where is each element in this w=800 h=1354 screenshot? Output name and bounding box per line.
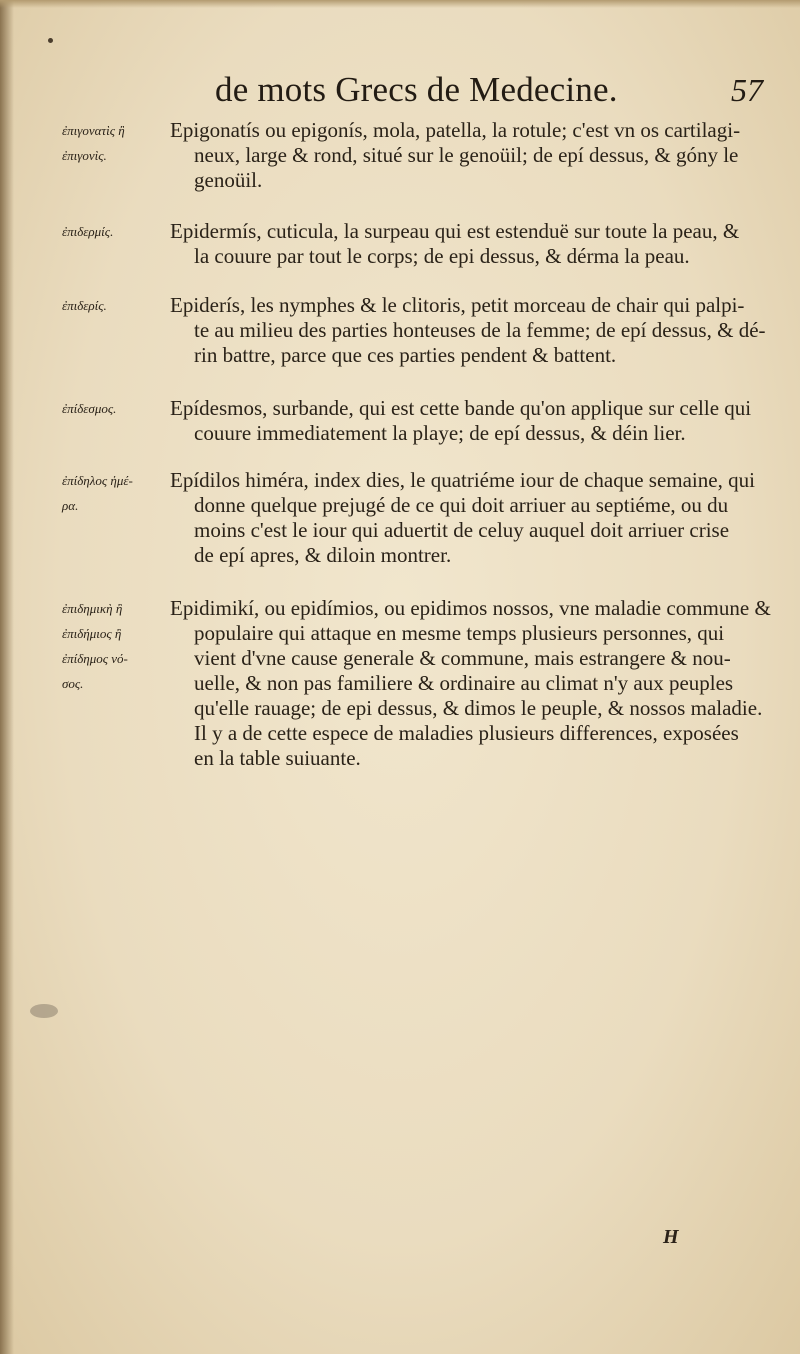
page-top-shadow: [0, 0, 800, 8]
entry-text: Epidimikí, ou epidímios, ou epidimos nossos, vne maladie commune & populaire qui attaque en mesme temps plusieurs personnes, qui vient d'vne cause generale & commune, mais estrangere & nou- uelle, & non pas familiere & ordinaire au climat n'y aux peuples qu'elle rauage; de epi dessus, & dimos le peuple, & nossos maladie. Il y a de cette espece de maladies plusieurs differences, exposées en la table suiuante.: [170, 596, 771, 770]
entry-text: Epiderís, les nymphes & le clitoris, petit morceau de chair qui palpi- te au milieu des parties honteuses de la femme; de epí dessus, & dé- rin battre, parce que ces parties pendent & battent.: [170, 293, 766, 367]
entry-text: Epigonatís ou epigonís, mola, patella, la rotule; c'est vn os cartilagi- neux, large & rond, situé sur le genoüil; de epí dessus, & góny le genoüil.: [170, 118, 741, 192]
greek-headword: ἐπίδηλος ἡμέ- ρα.: [62, 473, 133, 513]
page-edge-shadow: [0, 0, 14, 1354]
page-header: [215, 70, 775, 114]
greek-headword: ἐπιδερμίς.: [62, 224, 114, 239]
running-title: de mots Grecs de Medecine.: [215, 70, 618, 109]
greek-headword: ἐπίδεσμος.: [62, 401, 117, 416]
ink-smudge: [30, 1004, 58, 1018]
page-number: 57: [731, 72, 763, 108]
greek-headword: ἐπιγονατὶς ἢ ἐπιγονὶς.: [62, 123, 125, 163]
entry-text: Epidermís, cuticula, la surpeau qui est estenduë sur toute la peau, & la couure par tout le corps; de epi dessus, & dérma la peau.: [170, 219, 740, 268]
entry-text: Epídilos himéra, index dies, le quatriéme iour de chaque semaine, qui donne quelque prejugé de ce qui doit arriuer au septiéme, ou du moins c'est le iour qui aduertit de celuy auquel doit arriuer crise de epí apres, & diloin montrer.: [170, 468, 755, 567]
signature-mark: H: [663, 1226, 679, 1248]
ink-spot: [48, 38, 53, 43]
greek-headword: ἐπιδερίς.: [62, 298, 107, 313]
entry-text: Epídesmos, surbande, qui est cette bande qu'on applique sur celle qui couure immediatement la playe; de epí dessus, & déin lier.: [170, 396, 752, 445]
greek-headword: ἐπιδημικὴ ἢ ἐπιδήμιος ἢ ἐπίδημος νό- σος.: [62, 601, 128, 691]
